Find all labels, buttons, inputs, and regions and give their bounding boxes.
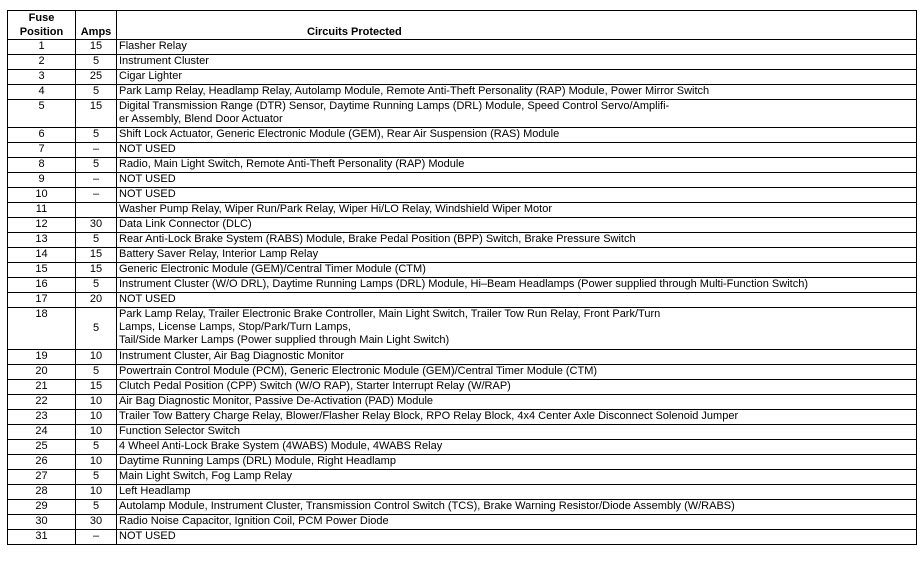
amps-cell: 10: [76, 350, 117, 365]
circuits-line: Daytime Running Lamps (DRL) Module, Right Headlamp: [119, 455, 396, 467]
fuse-position-cell: 25: [8, 440, 76, 455]
amps-cell: 5: [76, 500, 117, 515]
circuits-line: Battery Saver Relay, Interior Lamp Relay: [119, 248, 319, 260]
header-circuits: Circuits Protected: [117, 11, 917, 40]
circuits-cell: [117, 40, 917, 55]
fuse-position-cell: 10: [8, 188, 76, 203]
circuits-line: Instrument Cluster, Air Bag Diagnostic Monitor: [119, 350, 344, 362]
fuse-position-cell: 14: [8, 248, 76, 263]
table-row: [8, 410, 917, 425]
fuse-position-cell: 11: [8, 203, 76, 218]
amps-cell: 30: [76, 515, 117, 530]
circuits-line: Left Headlamp: [119, 485, 191, 497]
header-amps: Amps: [76, 11, 117, 40]
table-row: [8, 100, 917, 128]
circuits-cell: [117, 425, 917, 440]
header-row: [8, 11, 917, 40]
table-row: [8, 233, 917, 248]
fuse-position-cell: 28: [8, 485, 76, 500]
fuse-position-cell: 1: [8, 40, 76, 55]
table-row: [8, 365, 917, 380]
table-row: [8, 173, 917, 188]
table-row: [8, 248, 917, 263]
amps-cell: 5: [76, 158, 117, 173]
circuits-line: Rear Anti-Lock Brake System (RABS) Module, Brake Pedal Position (BPP) Switch, Brake Pressure Switch: [119, 233, 636, 245]
circuits-cell: [117, 100, 917, 128]
fuse-position-cell: 30: [8, 515, 76, 530]
fuse-position-cell: 9: [8, 173, 76, 188]
circuits-line: Tail/Side Marker Lamps (Power supplied through Main Light Switch): [119, 334, 450, 346]
circuits-line: NOT USED: [119, 143, 176, 155]
amps-cell: 15: [76, 248, 117, 263]
fuse-position-cell: 6: [8, 128, 76, 143]
circuits-cell: [117, 515, 917, 530]
circuits-cell: [117, 485, 917, 500]
circuits-cell: [117, 530, 917, 545]
circuits-line: Instrument Cluster (W/O DRL), Daytime Running Lamps (DRL) Module, Hi–Beam Headlamps (Power supplied through Multi-Function Switch): [119, 278, 808, 290]
table-row: [8, 70, 917, 85]
circuits-line: Air Bag Diagnostic Monitor, Passive De-Activation (PAD) Module: [119, 395, 434, 407]
amps-cell: 5: [76, 278, 117, 293]
fuse-table-container: [7, 10, 917, 545]
fuse-position-cell: 19: [8, 350, 76, 365]
fuse-position-cell: 31: [8, 530, 76, 545]
header-fuse-position: [8, 11, 76, 40]
fuse-position-cell: 15: [8, 263, 76, 278]
circuits-cell: [117, 500, 917, 515]
fuse-position-cell: 8: [8, 158, 76, 173]
amps-cell: –: [76, 173, 117, 188]
circuits-line: Flasher Relay: [119, 40, 187, 52]
amps-cell: 10: [76, 425, 117, 440]
table-row: [8, 425, 917, 440]
table-row: [8, 470, 917, 485]
amps-cell: 10: [76, 455, 117, 470]
circuits-cell: [117, 128, 917, 143]
circuits-line: Function Selector Switch: [119, 425, 241, 437]
fuse-position-cell: 12: [8, 218, 76, 233]
amps-cell: 25: [76, 70, 117, 85]
amps-cell: 5: [76, 308, 117, 350]
circuits-cell: [117, 70, 917, 85]
table-row: [8, 40, 917, 55]
circuits-line: Instrument Cluster: [119, 55, 209, 67]
amps-cell: 5: [76, 55, 117, 70]
amps-cell: –: [76, 188, 117, 203]
circuits-cell: [117, 85, 917, 100]
circuits-line: NOT USED: [119, 173, 176, 185]
fuse-position-cell: 4: [8, 85, 76, 100]
table-row: [8, 85, 917, 100]
fuse-table-body: [8, 40, 917, 545]
table-row: [8, 128, 917, 143]
fuse-table: [7, 10, 917, 545]
amps-cell: 15: [76, 263, 117, 278]
circuits-cell: [117, 173, 917, 188]
circuits-cell: [117, 455, 917, 470]
circuits-line: Cigar Lighter: [119, 70, 182, 82]
circuits-cell: [117, 233, 917, 248]
fuse-position-cell: 16: [8, 278, 76, 293]
circuits-cell: [117, 248, 917, 263]
amps-cell: 15: [76, 40, 117, 55]
circuits-line: Radio, Main Light Switch, Remote Anti-Theft Personality (RAP) Module: [119, 158, 465, 170]
circuits-line: er Assembly, Blend Door Actuator: [119, 113, 283, 125]
fuse-position-cell: 23: [8, 410, 76, 425]
amps-cell: 10: [76, 395, 117, 410]
table-row: [8, 515, 917, 530]
amps-cell: 5: [76, 128, 117, 143]
circuits-line: NOT USED: [119, 530, 176, 542]
circuits-line: Generic Electronic Module (GEM)/Central Timer Module (CTM): [119, 263, 426, 275]
circuits-cell: [117, 218, 917, 233]
table-row: [8, 278, 917, 293]
circuits-line: Shift Lock Actuator, Generic Electronic Module (GEM), Rear Air Suspension (RAS) Module: [119, 128, 560, 140]
table-row: [8, 350, 917, 365]
circuits-line: Lamps, License Lamps, Stop/Park/Turn Lamps,: [119, 321, 351, 333]
fuse-position-cell: 24: [8, 425, 76, 440]
table-row: [8, 500, 917, 515]
circuits-line: NOT USED: [119, 188, 176, 200]
table-row: [8, 143, 917, 158]
fuse-position-cell: 2: [8, 55, 76, 70]
table-row: [8, 485, 917, 500]
circuits-line: Radio Noise Capacitor, Ignition Coil, PCM Power Diode: [119, 515, 389, 527]
fuse-position-cell: 13: [8, 233, 76, 248]
circuits-cell: [117, 278, 917, 293]
circuits-cell: [117, 55, 917, 70]
amps-cell: 15: [76, 100, 117, 128]
table-row: [8, 455, 917, 470]
circuits-line: Trailer Tow Battery Charge Relay, Blower/Flasher Relay Block, RPO Relay Block, 4x4 Center Axle Disconnect Solenoid Jumper: [119, 410, 739, 422]
amps-cell: 5: [76, 85, 117, 100]
table-row: [8, 395, 917, 410]
amps-cell: 30: [76, 218, 117, 233]
amps-cell: 5: [76, 440, 117, 455]
circuits-cell: [117, 470, 917, 485]
table-row: [8, 203, 917, 218]
circuits-cell: [117, 395, 917, 410]
fuse-position-cell: 22: [8, 395, 76, 410]
fuse-position-cell: 21: [8, 380, 76, 395]
circuits-line: Powertrain Control Module (PCM), Generic Electronic Module (GEM)/Central Timer Module (CTM): [119, 365, 598, 377]
circuits-line: Park Lamp Relay, Headlamp Relay, Autolamp Module, Remote Anti-Theft Personality (RAP) Module, Power Mirror Switch: [119, 85, 710, 97]
circuits-cell: [117, 143, 917, 158]
circuits-line: 4 Wheel Anti-Lock Brake System (4WABS) Module, 4WABS Relay: [119, 440, 443, 452]
circuits-cell: [117, 308, 917, 350]
circuits-line: Clutch Pedal Position (CPP) Switch (W/O RAP), Starter Interrupt Relay (W/RAP): [119, 380, 511, 392]
table-row: [8, 308, 917, 350]
circuits-cell: [117, 158, 917, 173]
amps-cell: 5: [76, 470, 117, 485]
amps-cell: 10: [76, 410, 117, 425]
amps-cell: –: [76, 530, 117, 545]
circuits-line: Washer Pump Relay, Wiper Run/Park Relay, Wiper Hi/LO Relay, Windshield Wiper Motor: [119, 203, 552, 215]
fuse-position-cell: 20: [8, 365, 76, 380]
fuse-position-cell: 26: [8, 455, 76, 470]
circuits-line: Main Light Switch, Fog Lamp Relay: [119, 470, 293, 482]
table-row: [8, 380, 917, 395]
circuits-cell: [117, 410, 917, 425]
header-position-label: Position: [19, 26, 64, 38]
amps-cell: 20: [76, 293, 117, 308]
circuits-line: NOT USED: [119, 293, 176, 305]
table-row: [8, 263, 917, 278]
circuits-cell: [117, 263, 917, 278]
fuse-position-cell: 5: [8, 100, 76, 128]
circuits-line: Autolamp Module, Instrument Cluster, Transmission Control Switch (TCS), Brake Warning Resistor/Diode Assembly (W/RABS): [119, 500, 735, 512]
amps-cell: 10: [76, 485, 117, 500]
amps-cell: [76, 203, 117, 218]
circuits-line: Park Lamp Relay, Trailer Electronic Brake Controller, Main Light Switch, Trailer Tow Run Relay, Front Park/Turn: [119, 308, 661, 320]
circuits-cell: [117, 440, 917, 455]
fuse-position-cell: 27: [8, 470, 76, 485]
fuse-position-cell: 29: [8, 500, 76, 515]
circuits-cell: [117, 365, 917, 380]
circuits-cell: [117, 350, 917, 365]
amps-cell: –: [76, 143, 117, 158]
fuse-position-cell: 7: [8, 143, 76, 158]
circuits-line: Digital Transmission Range (DTR) Sensor, Daytime Running Lamps (DRL) Module, Speed Control Servo/Amplifi-: [119, 100, 670, 112]
amps-cell: 15: [76, 380, 117, 395]
header-fuse-label: Fuse: [28, 12, 55, 24]
amps-cell: 5: [76, 233, 117, 248]
fuse-position-cell: 18: [8, 308, 76, 350]
amps-cell: 5: [76, 365, 117, 380]
table-row: [8, 55, 917, 70]
fuse-position-cell: 3: [8, 70, 76, 85]
circuits-cell: [117, 203, 917, 218]
table-row: [8, 293, 917, 308]
fuse-position-cell: 17: [8, 293, 76, 308]
table-row: [8, 440, 917, 455]
circuits-cell: [117, 380, 917, 395]
circuits-cell: [117, 188, 917, 203]
table-row: [8, 188, 917, 203]
circuits-cell: [117, 293, 917, 308]
table-row: [8, 530, 917, 545]
table-row: [8, 158, 917, 173]
circuits-line: Data Link Connector (DLC): [119, 218, 252, 230]
table-row: [8, 218, 917, 233]
